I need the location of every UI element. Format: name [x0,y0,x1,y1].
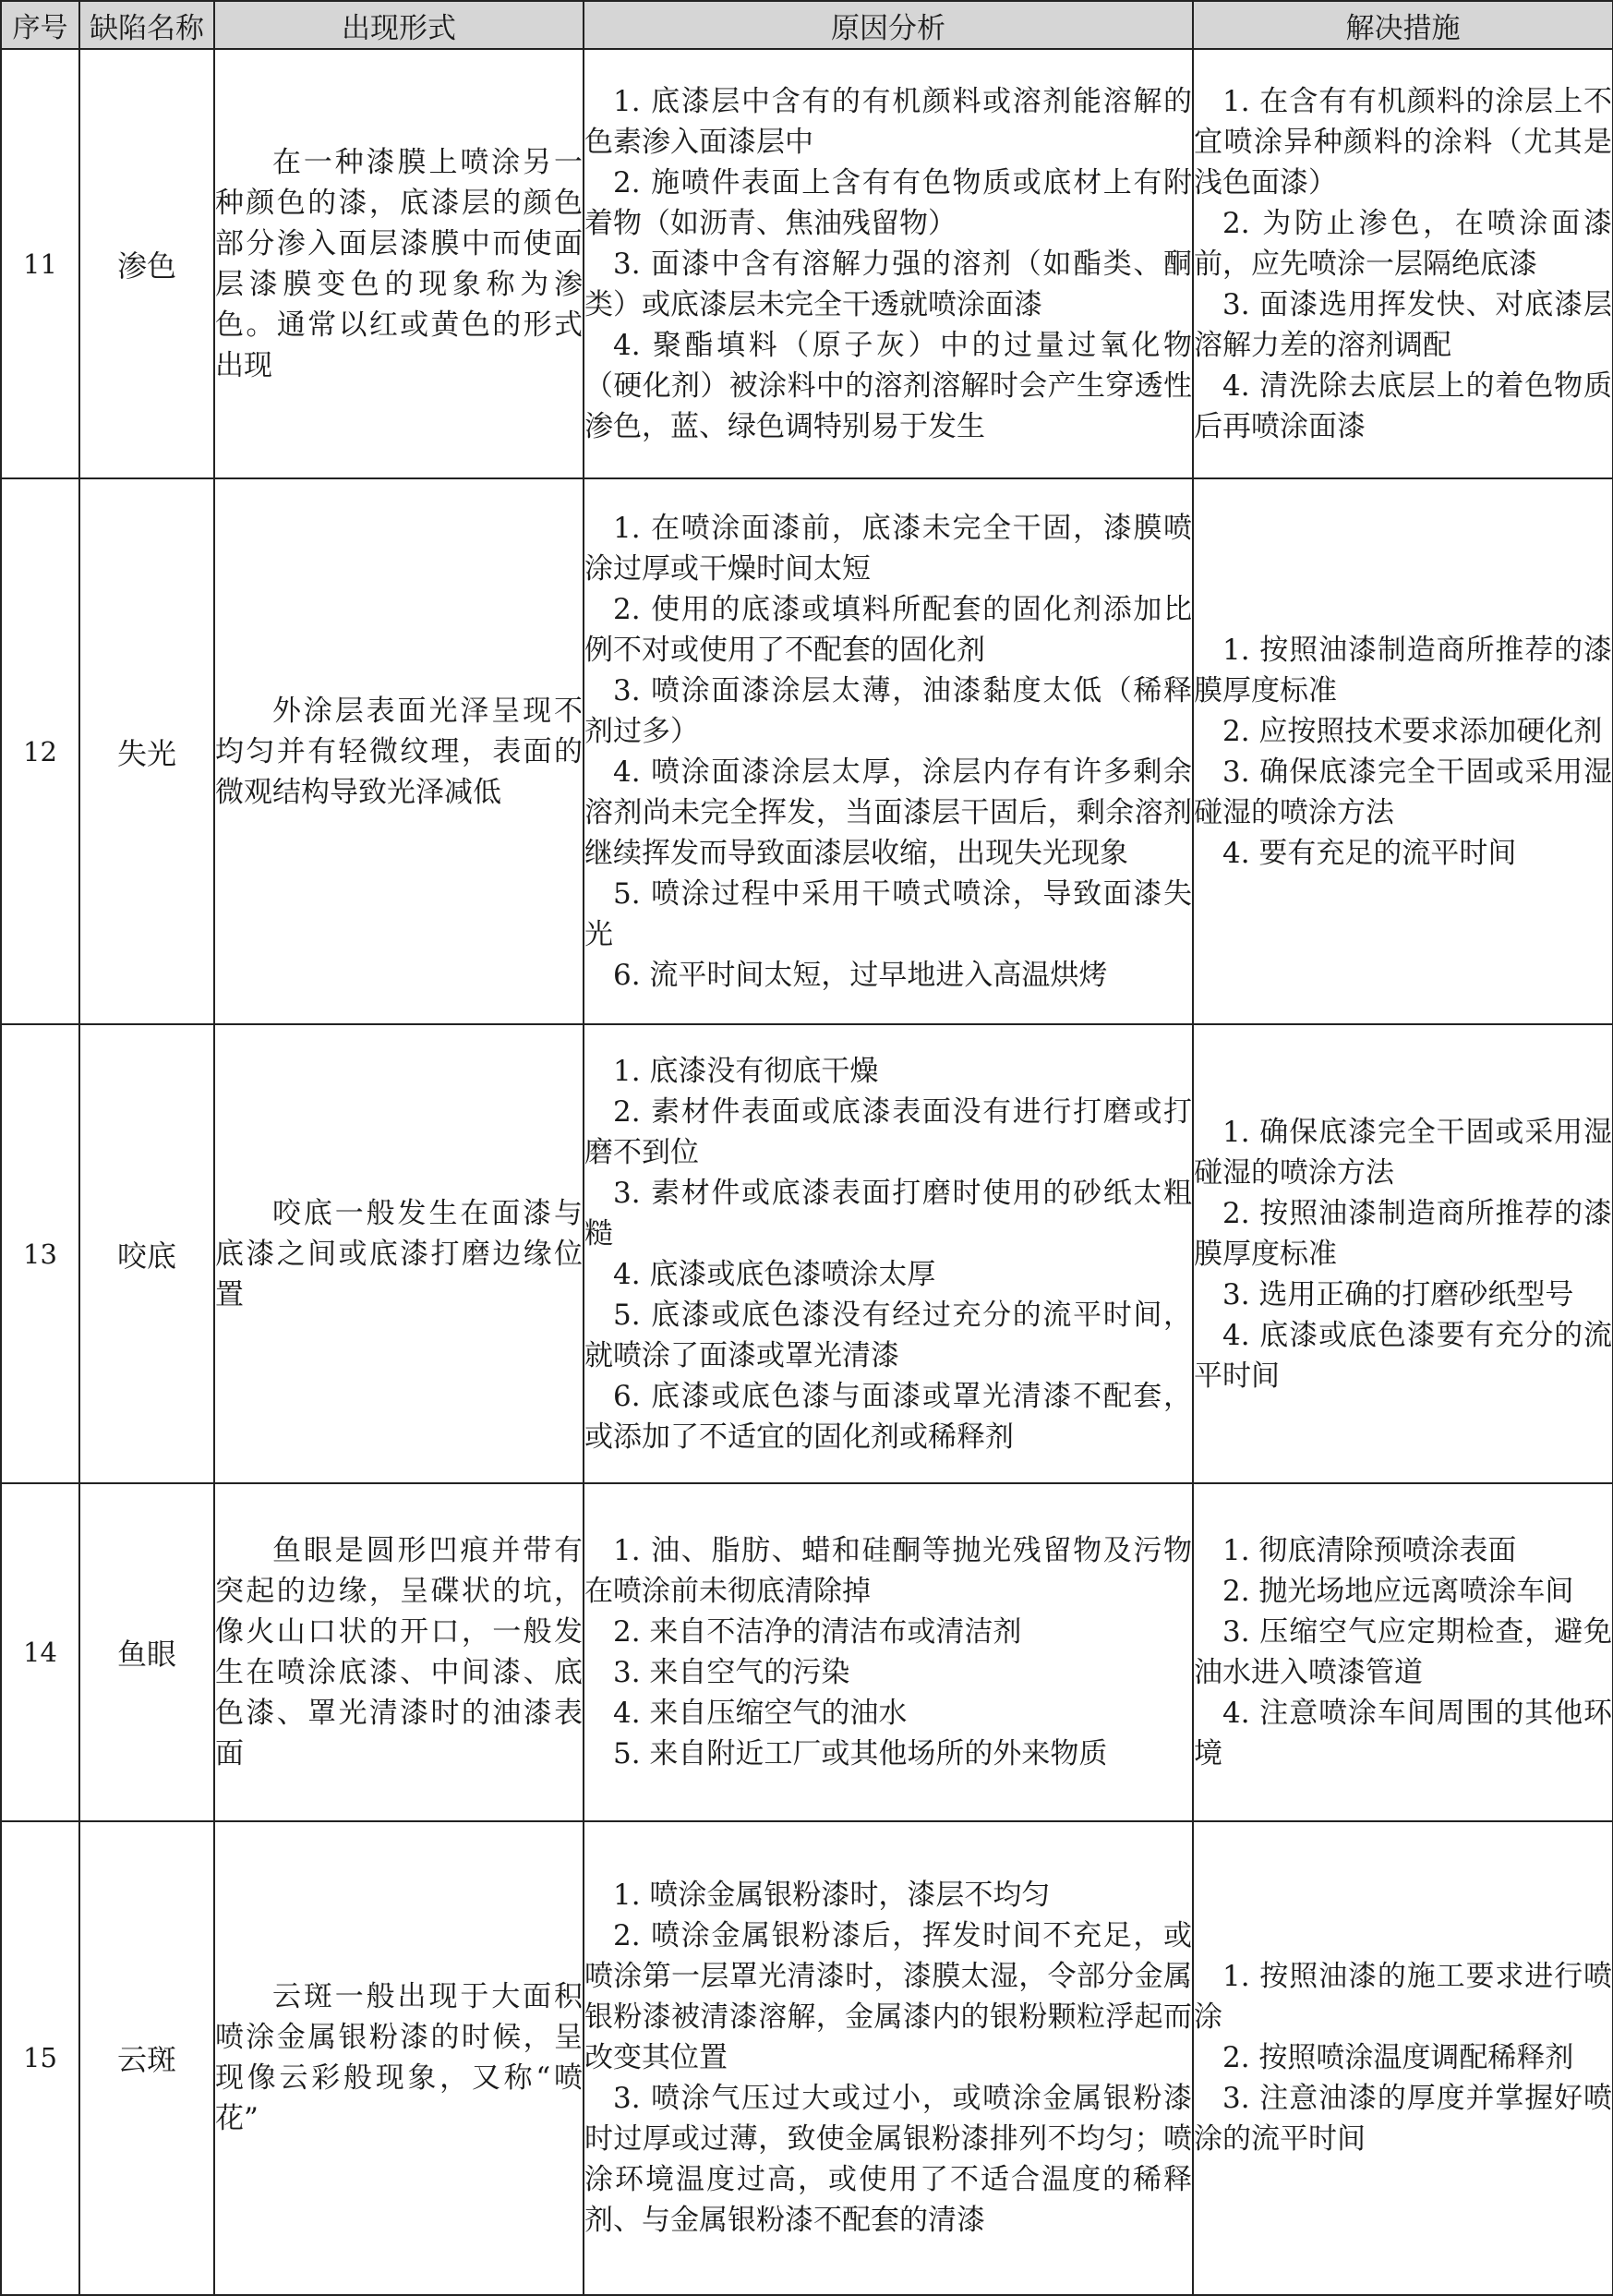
header-row [1,1,1613,49]
cause-item: 3. 素材件或底漆表面打磨时使用的砂纸太粗糙 [584,1176,1192,1251]
cause-item: 1. 油、脂肪、蜡和硅酮等抛光残留物及污物在喷涂前未彻底清除掉 [584,1533,1192,1608]
row-number: 11 [1,49,79,478]
fix-item: 2. 按照喷涂温度调配稀释剂 [1222,2041,1574,2075]
form-text: 在一种漆膜上喷涂另一种颜色的漆，底漆层的颜色部分渗入面层漆膜中而使面层漆膜变色的现象称为渗色。通常以红或黄色的形式出现 [215,145,583,382]
header-name: 缺陷名称 [79,1,214,49]
table-row [1,1821,1613,2295]
table-row [1,1483,1613,1820]
cause-item: 4. 底漆或底色漆喷涂太厚 [613,1257,936,1291]
row-number: 15 [1,1821,79,2295]
fix-item: 1. 彻底清除预喷涂表面 [1222,1533,1517,1567]
cause-item: 5. 底漆或底色漆没有经过充分的流平时间，就喷涂了面漆或罩光清漆 [584,1298,1192,1372]
defect-name: 鱼眼 [79,1483,214,1820]
cause-item: 3. 来自空气的污染 [613,1655,850,1689]
fix-item: 1. 按照油漆的施工要求进行喷涂 [1194,1960,1612,2035]
fix-item: 1. 确保底漆完全干固或采用湿碰湿的喷涂方法 [1194,1115,1612,1190]
form-text: 云斑一般出现于大面积喷涂金属银粉漆的时候，呈现像云彩般现象，又称“喷花” [215,1980,583,2136]
cause-item: 2. 来自不洁净的清洁布或清洁剂 [613,1614,1022,1649]
fix-cell [1193,1024,1613,1483]
header-form: 出现形式 [214,1,584,49]
cause-item: 3. 喷涂气压过大或过小，或喷涂金属银粉漆时过厚或过薄，致使金属银粉漆排列不均匀；喷涂环境温度过高，或使用了不适合温度的稀释剂、与金属银粉漆不配套的清漆 [584,2082,1192,2238]
fix-cell [1193,49,1613,478]
fix-item: 2. 抛光场地应远离喷涂车间 [1222,1574,1574,1608]
header-no: 序号 [1,1,79,49]
cause-cell [584,1821,1193,2295]
cause-item: 6. 流平时间太短，过早地进入高温烘烤 [613,958,1108,992]
row-number: 14 [1,1483,79,1820]
fix-item: 3. 确保底漆完全干固或采用湿碰湿的喷涂方法 [1194,755,1612,829]
cause-item: 1. 喷涂金属银粉漆时，漆层不均匀 [613,1879,1051,1913]
form-text: 外涂层表面光泽呈现不均匀并有轻微纹理，表面的微观结构导致光泽减低 [215,694,583,809]
cause-item: 5. 喷涂过程中采用干喷式喷涂，导致面漆失光 [584,876,1192,951]
defect-form [214,478,584,1023]
cause-cell [584,49,1193,478]
cause-item: 4. 来自压缩空气的油水 [613,1696,908,1730]
fix-item: 1. 按照油漆制造商所推荐的漆膜厚度标准 [1194,633,1612,707]
form-text: 咬底一般发生在面漆与底漆之间或底漆打磨边缘位置 [215,1196,583,1311]
fix-item: 3. 压缩空气应定期检查，避免油水进入喷漆管道 [1194,1614,1612,1689]
cause-item: 2. 喷涂金属银粉漆后，挥发时间不充足，或喷涂第一层罩光清漆时，漆膜太湿，令部分金属银粉漆被清漆溶解，金属漆内的银粉颗粒浮起而改变其位置 [584,1919,1192,2075]
fix-item: 1. 在含有有机颜料的涂层上不宜喷涂异种颜料的涂料（尤其是浅色面漆） [1194,84,1612,199]
cause-item: 2. 施喷件表面上含有有色物质或底材上有附着物（如沥青、焦油残留物） [584,165,1192,240]
defect-form [214,1483,584,1820]
defect-form [214,1024,584,1483]
cause-item: 4. 喷涂面漆涂层太厚，涂层内存有许多剩余溶剂尚未完全挥发，当面漆层干固后，剩余溶剂继续挥发而导致面漆层收缩，出现失光现象 [584,755,1192,870]
row-number: 12 [1,478,79,1023]
fix-cell [1193,478,1613,1023]
table-row [1,1024,1613,1483]
form-text: 鱼眼是圆形凹痕并带有突起的边缘，呈碟状的坑，像火山口状的开口，一般发生在喷涂底漆、中间漆、底色漆、罩光清漆时的油漆表面 [215,1533,583,1770]
table-row [1,478,1613,1023]
row-number: 13 [1,1024,79,1483]
cause-item: 3. 喷涂面漆涂层太薄，油漆黏度太低（稀释剂过多） [584,673,1192,748]
defect-form [214,49,584,478]
fix-cell [1193,1821,1613,2295]
table-row [1,49,1613,478]
cause-cell [584,1024,1193,1483]
cause-item: 1. 在喷涂面漆前，底漆未完全干固，漆膜喷涂过厚或干燥时间太短 [584,511,1192,586]
cause-item: 5. 来自附近工厂或其他场所的外来物质 [613,1736,1108,1770]
cause-item: 6. 底漆或底色漆与面漆或罩光清漆不配套，或添加了不适宜的固化剂或稀释剂 [584,1379,1192,1454]
cause-cell [584,478,1193,1023]
fix-item: 2. 为防止渗色，在喷涂面漆前，应先喷涂一层隔绝底漆 [1194,206,1612,281]
cause-item: 1. 底漆没有彻底干燥 [613,1054,879,1088]
defect-name: 云斑 [79,1821,214,2295]
fix-item: 2. 应按照技术要求添加硬化剂 [1222,714,1603,748]
cause-cell [584,1483,1193,1820]
cause-item: 4. 聚酯填料（原子灰）中的过量过氧化物（硬化剂）被涂料中的溶剂溶解时会产生穿透性渗色，蓝、绿色调特别易于发生 [584,328,1192,443]
defect-name: 渗色 [79,49,214,478]
fix-item: 4. 要有充足的流平时间 [1222,836,1517,870]
cause-item: 3. 面漆中含有溶解力强的溶剂（如酯类、酮类）或底漆层未完全干透就喷涂面漆 [584,247,1192,321]
fix-item: 3. 注意油漆的厚度并掌握好喷涂的流平时间 [1194,2082,1612,2157]
fix-item: 4. 清洗除去底层上的着色物质后再喷涂面漆 [1194,369,1612,443]
cause-item: 2. 素材件表面或底漆表面没有进行打磨或打磨不到位 [584,1094,1192,1169]
header-cause: 原因分析 [584,1,1193,49]
fix-item: 3. 面漆选用挥发快、对底漆层溶解力差的溶剂调配 [1194,287,1612,362]
cause-item: 1. 底漆层中含有的有机颜料或溶剂能溶解的色素渗入面漆层中 [584,84,1192,159]
defect-name: 失光 [79,478,214,1023]
header-fix: 解决措施 [1193,1,1613,49]
defect-name: 咬底 [79,1024,214,1483]
fix-item: 4. 底漆或底色漆要有充分的流平时间 [1194,1318,1612,1393]
fix-item: 3. 选用正确的打磨砂纸型号 [1222,1277,1574,1311]
defect-form [214,1821,584,2295]
fix-cell [1193,1483,1613,1820]
fix-item: 4. 注意喷涂车间周围的其他环境 [1194,1696,1612,1770]
fix-item: 2. 按照油漆制造商所推荐的漆膜厚度标准 [1194,1196,1612,1271]
cause-item: 2. 使用的底漆或填料所配套的固化剂添加比例不对或使用了不配套的固化剂 [584,592,1192,667]
